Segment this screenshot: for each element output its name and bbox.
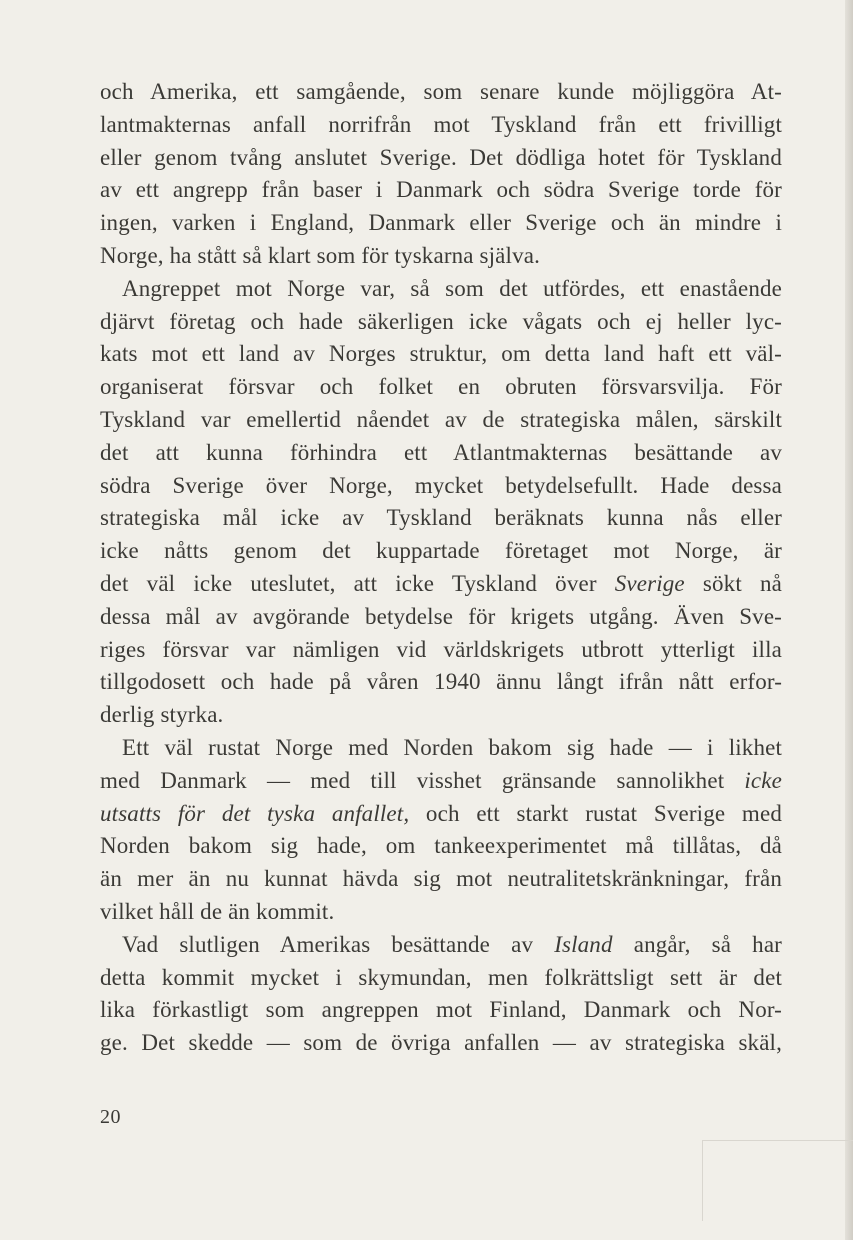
text-segment: och ett starkt rustat Sverige med (409, 800, 782, 826)
text-line: Ett väl rustat Norge med Norden bakom sig hade — i likhet (122, 734, 782, 760)
text-line: djärvt företag och hade säkerligen icke vågats och ej heller lyc- (100, 308, 782, 334)
text-line: kats mot ett land av Norges struktur, om detta land haft ett väl- (100, 341, 782, 367)
text-line: Angreppet mot Norge var, så som det utfördes, ett enastående (122, 275, 782, 301)
page-number: 20 (100, 1106, 121, 1128)
italic-text: Sverige (614, 570, 685, 596)
italic-text: Island (554, 931, 613, 957)
text-line: Norge, ha stått så klart som för tyskarna själva. (100, 242, 540, 268)
text-line: riges försvar var nämligen vid världskrigets utbrott ytterligt illa (100, 636, 782, 662)
text-line: strategiska mål icke av Tyskland beräknats kunna nås eller (100, 505, 782, 531)
text-line: södra Sverige över Norge, mycket betydelsefullt. Hade dessa (100, 472, 782, 498)
text-line (100, 765, 782, 798)
text-line: Norden bakom sig hade, om tankeexperimentet må tillåtas, då (100, 833, 782, 859)
page-edge (845, 0, 853, 1240)
text-segment: med Danmark — med till visshet gränsande sannolikhet (100, 767, 745, 793)
text-line: detta kommit mycket i skymundan, men folkrättsligt sett är det (100, 964, 782, 990)
text-segment: angår, så har (612, 931, 782, 957)
body-text (100, 76, 782, 1060)
text-line: derlig styrka. (100, 702, 224, 728)
text-line: lika förkastligt som angreppen mot Finland, Danmark och Nor- (100, 997, 782, 1023)
corner-mark (702, 1140, 853, 1221)
text-line: Tyskland var emellertid nåendet av de strategiska målen, särskilt (100, 406, 782, 432)
text-line: lantmakternas anfall norrifrån mot Tyskland från ett frivilligt (100, 111, 782, 137)
text-line: än mer än nu kunnat hävda sig mot neutralitetskränkningar, från (100, 866, 782, 892)
text-line: dessa mål av avgörande betydelse för krigets utgång. Även Sve- (100, 603, 782, 629)
text-line: icke nåtts genom det kuppartade företaget mot Norge, är (100, 538, 782, 564)
text-line: det att kunna förhindra ett Atlantmakternas besättande av (100, 439, 782, 465)
text-line (100, 568, 782, 601)
text-line: tillgodosett och hade på våren 1940 ännu långt ifrån nått erfor- (100, 669, 782, 695)
text-line (100, 798, 782, 831)
italic-text: utsatts för det tyska anfallet, (100, 800, 410, 826)
text-line: vilket håll de än kommit. (100, 898, 335, 924)
text-line: ingen, varken i England, Danmark eller Sverige och än mindre i (100, 210, 782, 236)
text-line: av ett angrepp från baser i Danmark och södra Sverige torde för (100, 177, 782, 203)
text-segment: det väl icke uteslutet, att icke Tyskland över (100, 570, 615, 596)
text-line: och Amerika, ett samgående, som senare kunde möjliggöra At- (100, 79, 782, 104)
text-segment: Vad slutligen Amerikas besättande av (122, 931, 555, 957)
italic-text: icke (744, 767, 782, 793)
text-line: ge. Det skedde — som de övriga anfallen — av strategiska skäl, (100, 1030, 782, 1056)
text-line: organiserat försvar och folket en obruten försvarsvilja. För (100, 374, 782, 400)
text-line: eller genom tvång anslutet Sverige. Det dödliga hotet för Tyskland (100, 144, 782, 170)
text-line (100, 929, 782, 962)
text-segment: sökt nå (684, 570, 782, 596)
